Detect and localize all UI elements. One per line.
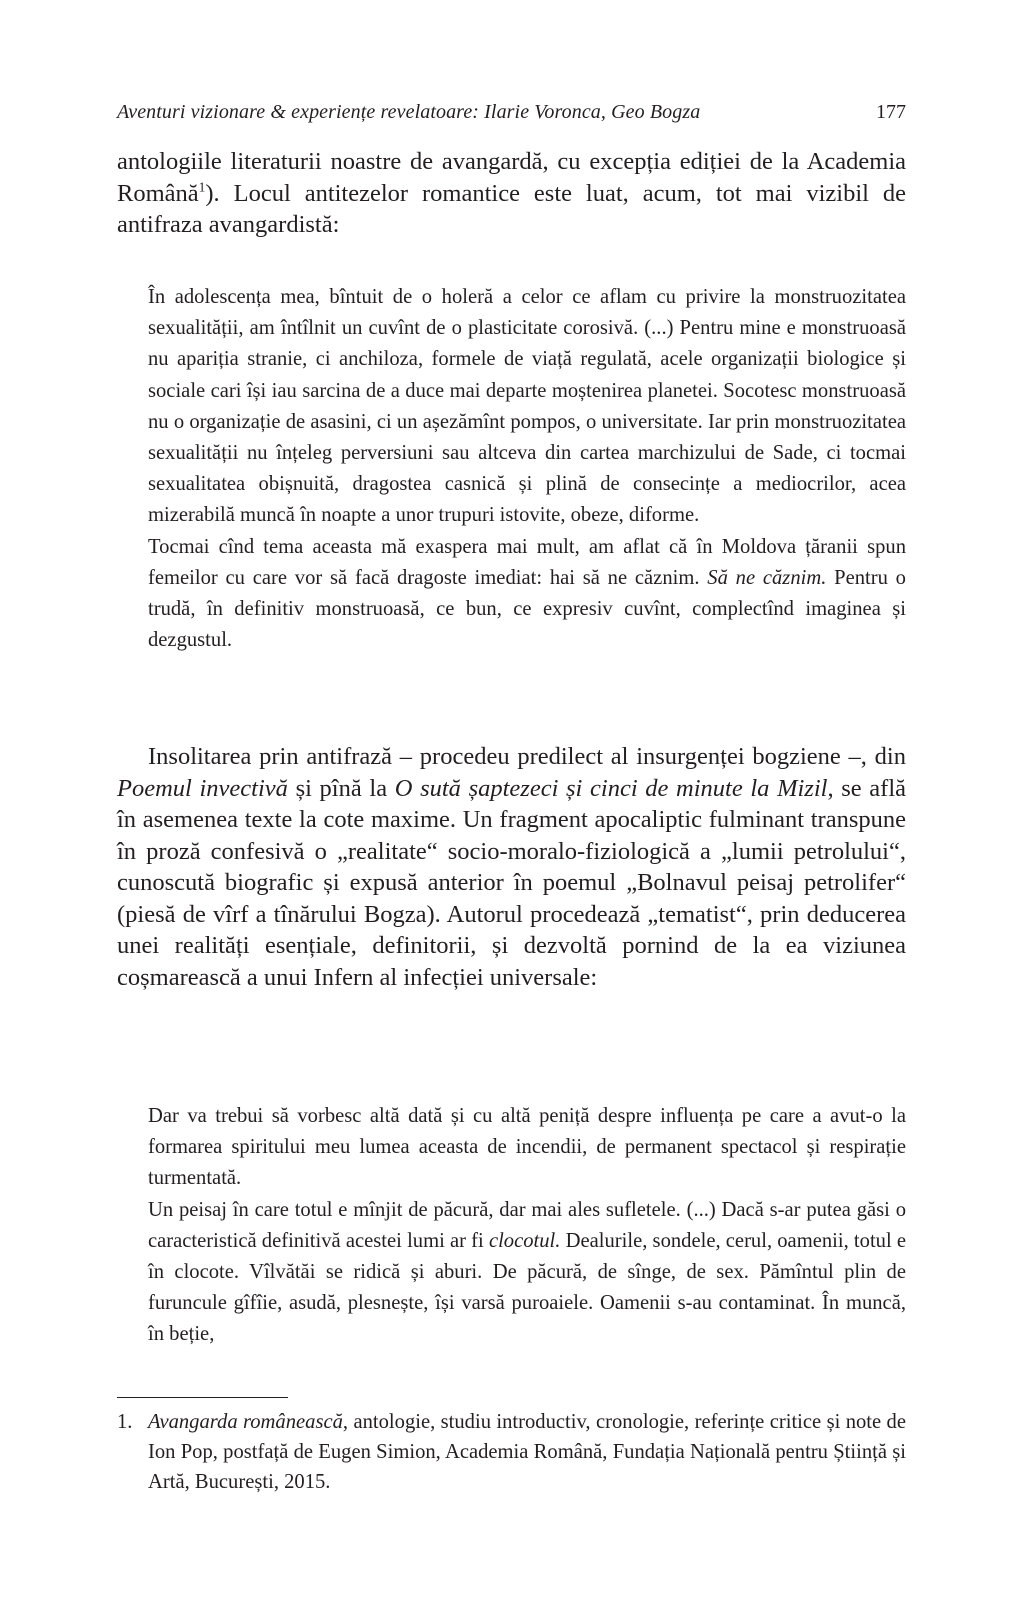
running-head-title: Aventuri vizionare & experiențe revelatoare: Ilarie Voronca, Geo Bogza — [117, 101, 701, 123]
footnote-divider — [117, 1397, 288, 1398]
paragraph-text: , se află în asemenea texte la cote maxime. Un fragment apocaliptic fulminant transpune în proză confesivă o „realitate“ socio-moralo-fiziologică a „lumii petrolului“, cunoscută biografic și expusă anterior în poemul „Bolnavul peisaj petrolifer“ (piesă de vîrf a tînărului Bogza). Autorul procedează „tematist“, prin deducerea unei realități esențiale, definitorii, și dezvoltă pornind de la ea viziunea coșmarească a unui Infern al infecției universale: — [117, 774, 906, 991]
paragraph-text: Insolitarea prin antifrază – procedeu predilect al insurgenței bogziene –, din — [148, 743, 906, 770]
quote-paragraph — [148, 1195, 906, 1351]
quote-paragraph: În adolescența mea, bîntuit de o holeră a celor ce aflam cu privire la monstruozitatea sexualității, am întîlnit un cuvînt de o plasticitate corosivă. (...) Pentru mine e monstruoasă nu apariția stranie, ci anchiloza, formele de viață regulată, acele organizații biologice și sociale cari își iau sarcina de a duce mai departe moștenirea planetei. Socotesc monstruoasă nu o organizație de asasini, ci un așezămînt pompos, o universitate. Iar prin monstruozitatea sexualității nu înțeleg perversiuni sau altceva din cartea marchizului de Sade, ci tocmai sexualitatea obișnuită, dragostea casnică și plină de consecințe a mediocrilor, acea mizerabilă muncă în noapte a unor trupuri istovite, obeze, diforme. — [148, 286, 906, 527]
footnote-body: , antologie, studiu introductiv, cronologie, referințe critice și note de Ion Pop, postfață de Eugen Simion, Academia Română, Fundația Națională pentru Știință și Artă, București, 2015. — [148, 1411, 906, 1493]
quote-paragraph — [148, 532, 906, 657]
quote-italic-text: clocotul. — [488, 1229, 561, 1252]
block-quote-2 — [148, 1101, 906, 1351]
footnote-title-italic: Avangarda românească — [148, 1411, 343, 1433]
block-quote-1 — [148, 282, 906, 656]
running-head — [117, 98, 906, 126]
paragraph-text: ). Locul antitezelor romantice este luat, acum, tot mai vizibil de antifraza avangardistă: — [117, 179, 906, 238]
body-paragraph-2 — [117, 741, 906, 993]
footnote-text — [148, 1407, 906, 1497]
work-title-italic: Poemul invectivă — [117, 774, 288, 802]
page-number: 177 — [876, 101, 906, 123]
paragraph-text: antologiile literaturii noastre de avangardă, cu excepția ediției de la Academia Română — [117, 148, 906, 207]
quote-text: Pentru o trudă, în definitiv monstruoasă, ce bun, ce expresiv cuvînt, complectînd imaginea și dezgustul. — [148, 566, 906, 652]
work-title-italic: O sută șaptezeci și cinci de minute la Mizil — [394, 774, 828, 802]
footnote-number: 1. — [117, 1411, 133, 1433]
quote-text: Tocmai cînd tema aceasta mă exaspera mai mult, am aflat că în Moldova țăranii spun femeilor cu care vor să facă dragoste imediat: hai să ne căznim. — [148, 535, 906, 589]
paragraph-text: și pînă la — [287, 774, 395, 802]
footnote-1 — [117, 1407, 906, 1497]
body-paragraph-1 — [117, 146, 906, 241]
quote-italic-text: Să ne căznim. — [707, 566, 827, 589]
footnote-reference[interactable]: 1 — [198, 179, 206, 195]
quote-paragraph: Dar va trebui să vorbesc altă dată și cu altă peniță despre influența pe care a avut-o la formarea spiritului meu lumea aceasta de incendii, de permanent spectacol și respirație turmentată. — [148, 1105, 906, 1190]
quote-text: Un peisaj în care totul e mînjit de păcură, dar mai ales sufletele. (...) Dacă s-ar putea găsi o caracteristică definitivă acestei lumi ar fi — [148, 1198, 906, 1252]
quote-text: Dealurile, sondele, cerul, oamenii, totul e în clocote. Vîlvătăi se ridică și aburi. De păcură, de sînge, de sex. Pămîntul plin de furuncule gîfîie, asudă, plesnește, își varsă puroaiele. Oamenii s-au contaminat. În muncă, în beție, — [148, 1229, 906, 1346]
